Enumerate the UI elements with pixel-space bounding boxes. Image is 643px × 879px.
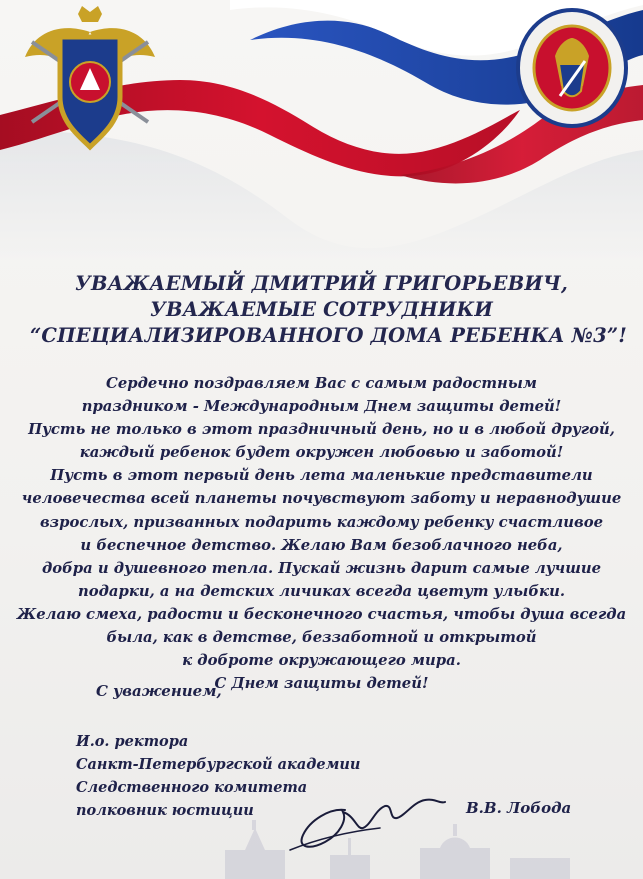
body-line: была, как в детстве, беззаботной и открытой	[106, 629, 537, 647]
body-line: добра и душевного тепла. Пускай жизнь дарит самые лучшие	[41, 559, 602, 577]
signer-name: В.В. Лобода	[466, 799, 572, 817]
heading-line: УВАЖАЕМЫЙ ДМИТРИЙ ГРИГОРЬЕВИЧ,	[74, 272, 569, 295]
body-line: Пусть не только в этот праздничный день, но и в любой другой,	[28, 421, 615, 439]
city-skyline-watermark	[0, 820, 643, 879]
investigative-committee-emblem-icon	[20, 2, 160, 152]
academy-emblem-icon	[515, 6, 630, 131]
body-line: С Днем защиты детей!	[214, 675, 429, 693]
heading-line: УВАЖАЕМЫЕ СОТРУДНИКИ	[149, 298, 494, 321]
body-line: к доброте окружающего мира.	[182, 652, 461, 670]
heading-line: “СПЕЦИАЛИЗИРОВАННОГО ДОМА РЕБЕНКА №3”!	[30, 324, 628, 347]
letter-heading	[30, 271, 628, 349]
signer-title-line: И.о. ректора	[76, 733, 189, 750]
signer-title-line: полковник юстиции	[76, 802, 254, 819]
body-line: каждый ребенок будет окружен любовью и заботой!	[79, 444, 564, 462]
body-line: праздником - Международным Днем защиты детей!	[81, 398, 562, 416]
body-line: взрослых, призванных подарить каждому ребенку счастливое	[39, 513, 604, 531]
body-line: Сердечно поздравляем Вас с самым радостным	[106, 375, 537, 392]
body-line: и беспечное детство. Желаю Вам безоблачного неба,	[80, 536, 563, 554]
letter-body	[0, 372, 643, 695]
body-line: подарки, а на детских личиках всегда цветут улыбки.	[78, 582, 565, 600]
body-line: Пусть в этот первый день лета маленькие представители	[50, 467, 593, 485]
body-line: человечества всей планеты почувствуют заботу и неравнодушие	[21, 490, 622, 508]
signer-title-line: Следственного комитета	[76, 779, 308, 796]
closing-salutation: С уважением,	[96, 682, 222, 700]
body-line: Желаю смеха, радости и бесконечного счастья, чтобы душа всегда	[16, 605, 627, 623]
signer-title-line: Санкт-Петербургской академии	[76, 756, 361, 773]
